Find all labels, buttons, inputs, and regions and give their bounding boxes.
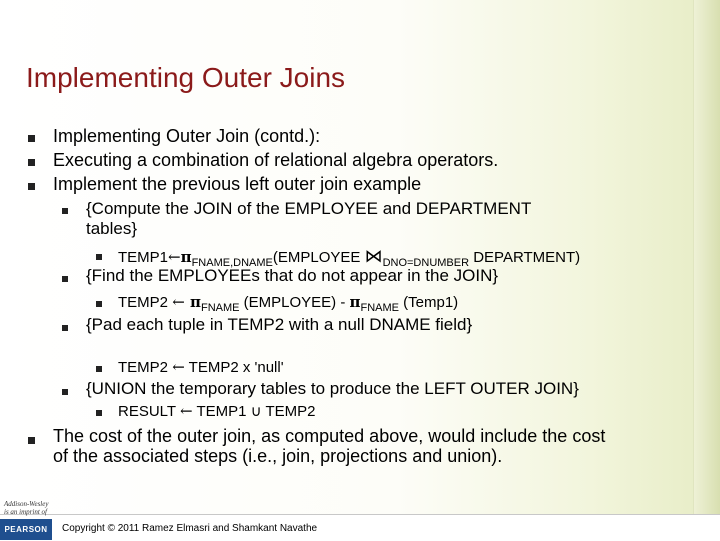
formula-text: (EMPLOYEE: [272, 249, 365, 266]
bullet-executing: Executing a combination of relational algebra operators.: [53, 150, 499, 170]
formula-text: TEMP2: [118, 359, 173, 376]
formula-temp2-null: [118, 358, 284, 376]
bullet-marker: [62, 276, 68, 282]
sub-bullet-union: {UNION the temporary tables to produce the LEFT OUTER JOIN}: [86, 379, 579, 398]
formula-subscript: FNAME,DNAME: [191, 257, 273, 269]
formula-text: RESULT: [118, 403, 180, 420]
projection-pi-icon: π: [184, 293, 201, 311]
assign-arrow-icon: ←: [179, 402, 193, 420]
formula-text: TEMP1 ∪ TEMP2: [192, 403, 316, 420]
bullet-marker: [96, 254, 102, 260]
copyright-text: Copyright © 2011 Ramez Elmasri and Shamkant Navathe: [62, 523, 318, 534]
formula-text: TEMP2: [118, 294, 173, 311]
bullet-marker: [96, 366, 102, 372]
formula-text: TEMP2 x 'null': [184, 359, 284, 376]
bullet-marker: [96, 410, 102, 416]
bullet-marker: [62, 325, 68, 331]
formula-text: TEMP1: [118, 249, 169, 266]
sub-bullet-compute-join-cont: tables}: [86, 219, 138, 238]
bullet-cost: The cost of the outer join, as computed above, would include the cost: [53, 426, 606, 446]
formula-text: (EMPLOYEE) -: [239, 294, 350, 311]
logo-line: is an imprint of: [4, 508, 47, 516]
bullet-marker: [28, 135, 35, 142]
assign-arrow-icon: ←: [172, 293, 185, 311]
join-bowtie-icon: ⋈: [364, 246, 383, 267]
pearson-logo: PEARSON: [0, 519, 52, 540]
assign-arrow-icon: ←: [172, 358, 185, 376]
right-decor-stripe: [693, 0, 720, 540]
formula-temp1: [118, 246, 580, 267]
bullet-marker: [28, 437, 35, 444]
projection-pi-icon: π: [180, 248, 192, 266]
formula-subscript: FNAME: [200, 302, 240, 314]
bullet-marker: [28, 183, 35, 190]
bullet-cost-cont: of the associated steps (i.e., join, projections and union).: [53, 446, 503, 466]
bullet-marker: [62, 389, 68, 395]
sub-bullet-compute-join: {Compute the JOIN of the EMPLOYEE and DEPARTMENT: [86, 199, 532, 218]
assign-arrow-icon: ←: [168, 248, 181, 266]
bullet-implement-example: Implement the previous left outer join example: [53, 174, 422, 194]
bullet-marker: [28, 159, 35, 166]
bullet-marker: [96, 301, 102, 307]
slide-title: Implementing Outer Joins: [26, 62, 346, 93]
formula-text: (Temp1): [398, 294, 459, 311]
sub-bullet-pad-tuples: {Pad each tuple in TEMP2 with a null DNAME field}: [86, 315, 473, 334]
logo-line: Addison-Wesley: [4, 500, 49, 508]
bullet-implementing: Implementing Outer Join (contd.):: [53, 126, 321, 146]
addison-wesley-logo: [4, 500, 48, 516]
formula-text: DEPARTMENT): [469, 249, 581, 266]
projection-pi-icon: π: [349, 293, 361, 311]
bullet-marker: [62, 208, 68, 214]
sub-bullet-find-employees: {Find the EMPLOYEEs that do not appear in the JOIN}: [86, 266, 499, 285]
formula-result: [118, 402, 316, 420]
formula-subscript: FNAME: [360, 302, 399, 314]
formula-subscript: DNO=DNUMBER: [382, 257, 470, 269]
formula-temp2: [118, 293, 459, 314]
